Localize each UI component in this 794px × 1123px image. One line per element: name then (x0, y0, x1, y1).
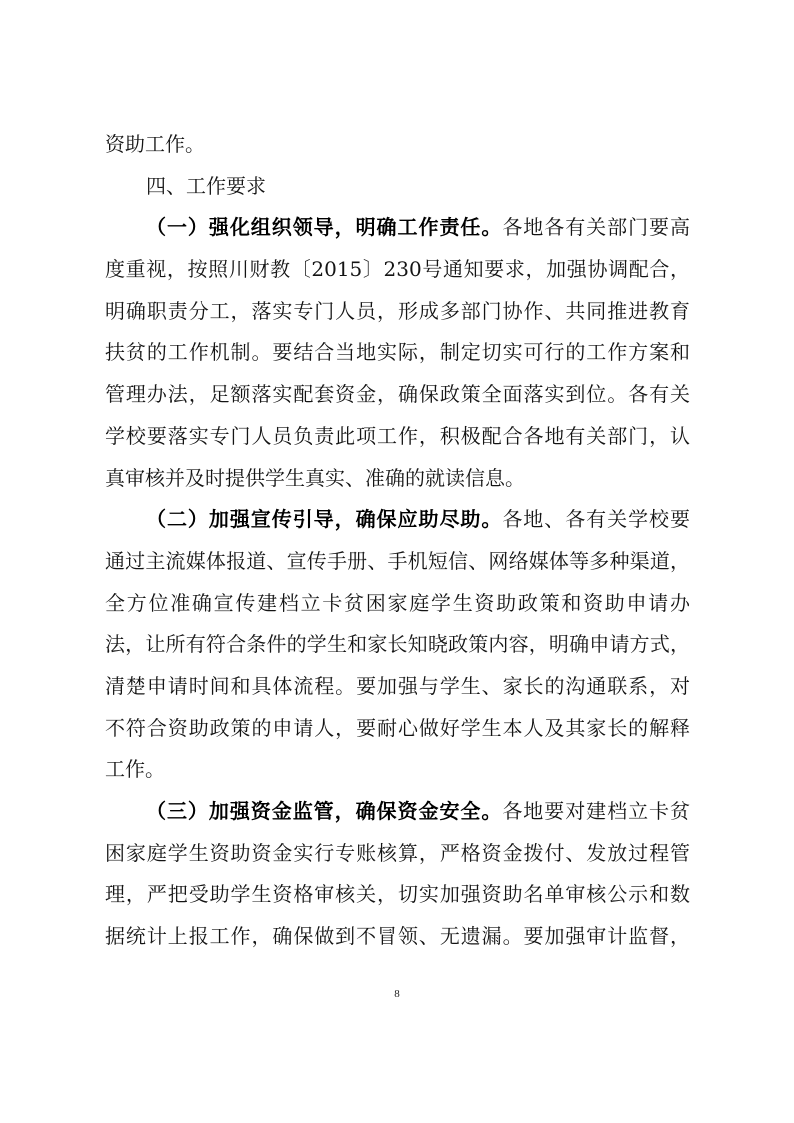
paragraph-line: 度重视，按照川财教〔2015〕230号通知要求，加强协调配合， (105, 257, 690, 282)
paragraph-line: 学校要落实专门人员负责此项工作，积极配合各地有关部门，认 (105, 423, 690, 448)
paragraph-first-line (105, 791, 690, 833)
paragraph-line: 真审核并及时提供学生真实、准确的就读信息。 (105, 465, 525, 490)
paragraph-line: 法，让所有符合条件的学生和家长知晓政策内容，明确申请方式， (105, 632, 690, 657)
document-body (105, 124, 690, 958)
paragraph-text: 各地、各有关学校要 (502, 507, 690, 532)
paragraph-line: 扶贫的工作机制。要结合当地实际，制定切实可行的工作方案和 (105, 340, 690, 365)
paragraph-line: 理，严把受助学生资格审核关，切实加强资助名单审核公示和数 (105, 882, 690, 907)
paragraph-lead-heading: （二）加强宣传引导，确保应助尽助。 (146, 507, 503, 532)
paragraph-first-line (105, 499, 690, 541)
page-number: 8 (394, 988, 400, 1000)
paragraph-line: 管理办法，足额落实配套资金，确保政策全面落实到位。各有关 (105, 382, 690, 407)
paragraph-line: 不符合资助政策的申请人，要耐心做好学生本人及其家长的解释 (105, 715, 690, 740)
paragraph-line: 通过主流媒体报道、宣传手册、手机短信、网络媒体等多种渠道， (105, 548, 690, 573)
section-heading: 四、工作要求 (146, 173, 266, 198)
paragraph-line: 工作。 (105, 757, 165, 782)
paragraph-text: 各地各有关部门要高 (502, 215, 690, 240)
paragraph-line: 据统计上报工作，确保做到不冒领、无遗漏。要加强审计监督， (105, 924, 690, 949)
paragraph-lead-heading: （一）强化组织领导，明确工作责任。 (146, 215, 503, 240)
paragraph-line: 全方位准确宣传建档立卡贫困家庭学生资助政策和资助申请办 (105, 590, 690, 615)
paragraph-line: 资助工作。 (105, 132, 205, 156)
paragraph-line: 明确职责分工，落实专门人员，形成多部门协作、共同推进教育 (105, 298, 690, 323)
paragraph-text: 各地要对建档立卡贫 (502, 799, 690, 823)
paragraph-lead-heading: （三）加强资金监管，确保资金安全。 (146, 799, 503, 823)
paragraph-line: 清楚申请时间和具体流程。要加强与学生、家长的沟通联系，对 (105, 673, 690, 698)
paragraph-line: 困家庭学生资助资金实行专账核算，严格资金拨付、发放过程管 (105, 840, 690, 865)
paragraph-first-line (105, 207, 690, 249)
